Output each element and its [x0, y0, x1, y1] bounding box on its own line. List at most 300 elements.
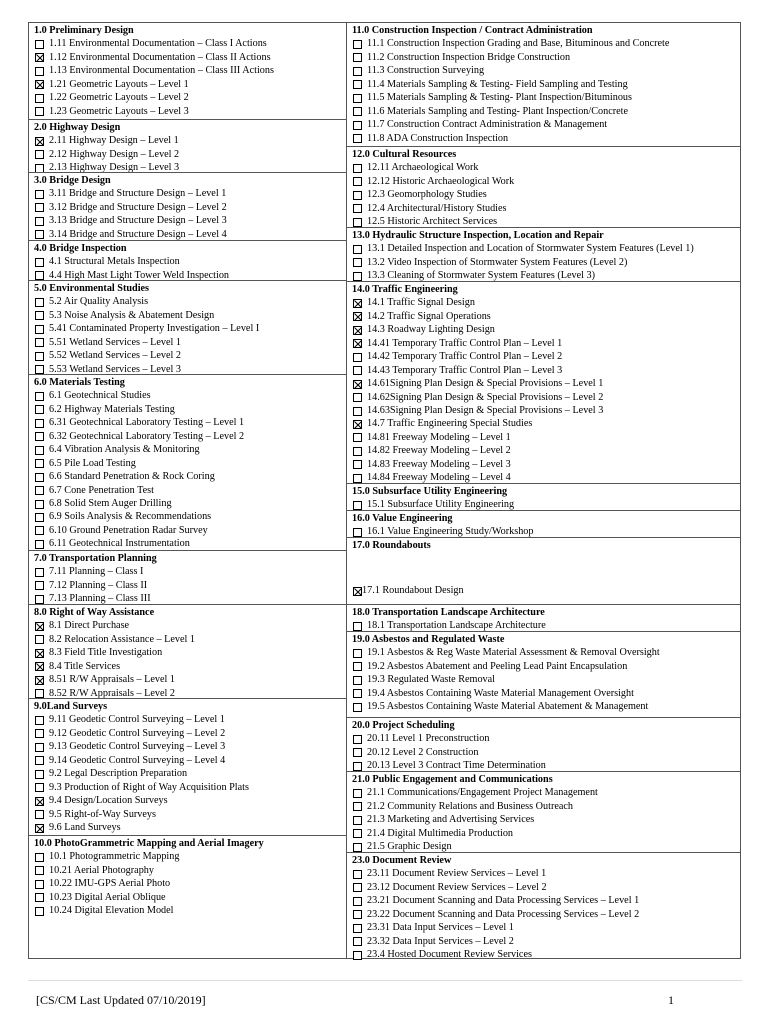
- checklist-item-label: 16.1 Value Engineering Study/Workshop: [367, 526, 534, 538]
- checklist-item-label: 14.62Signing Plan Design & Special Provisions – Level 2: [367, 391, 604, 403]
- section-title: 21.0 Public Engagement and Communications: [352, 774, 553, 785]
- checklist-item[interactable]: [35, 892, 166, 904]
- checklist-item[interactable]: [353, 936, 514, 948]
- checkbox-icon[interactable]: [35, 230, 44, 239]
- checkbox-icon[interactable]: [35, 405, 44, 414]
- checklist-item-label: 14.42 Temporary Traffic Control Plan – Level 2: [367, 351, 563, 363]
- checklist-item-label: 9.3 Production of Right of Way Acquisition Plats: [49, 781, 249, 793]
- checklist-item[interactable]: [353, 828, 513, 840]
- checklist-item-label: 11.2 Construction Inspection Bridge Construction: [367, 51, 571, 63]
- checklist-item[interactable]: [353, 378, 603, 390]
- checklist-item[interactable]: [35, 296, 148, 308]
- checklist-item-label: 17.1 Roundabout Design: [362, 585, 464, 597]
- checklist-item[interactable]: [353, 133, 508, 145]
- checklist-item[interactable]: [35, 865, 154, 877]
- checklist-item[interactable]: [353, 92, 632, 104]
- checklist-item-label: 4.1 Structural Metals Inspection: [49, 256, 180, 268]
- checkbox-icon[interactable]: [353, 191, 362, 200]
- checklist-item-label: 8.1 Direct Purchase: [49, 620, 130, 632]
- section-s13: [347, 227, 740, 281]
- checklist-item-label: 10.24 Digital Elevation Model: [49, 905, 174, 917]
- checklist-item[interactable]: [353, 311, 491, 323]
- checkbox-icon[interactable]: [35, 595, 44, 604]
- checklist-item[interactable]: [35, 822, 121, 834]
- checklist-item[interactable]: [35, 215, 227, 227]
- checklist-item[interactable]: [35, 634, 195, 646]
- checkbox-icon[interactable]: [353, 272, 362, 281]
- section-s2: [29, 119, 346, 172]
- checkbox-icon[interactable]: [353, 762, 362, 771]
- checkbox-icon[interactable]: [353, 528, 362, 537]
- checklist-item[interactable]: [35, 878, 170, 890]
- checklist-item-label: 11.7 Construction Contract Administration & Management: [367, 119, 608, 131]
- checkbox-icon[interactable]: [353, 937, 362, 946]
- checklist-item[interactable]: [353, 674, 495, 686]
- checkbox-icon[interactable]: [353, 204, 362, 213]
- checklist-item-label: 3.12 Bridge and Structure Design – Level 2: [49, 201, 227, 213]
- checklist-item-label: 5.2 Air Quality Analysis: [49, 296, 149, 308]
- checklist-item[interactable]: [353, 65, 484, 77]
- checkbox-icon[interactable]: [353, 366, 362, 375]
- checkbox-icon[interactable]: [35, 203, 44, 212]
- checklist-item[interactable]: [353, 418, 532, 430]
- checkbox-icon[interactable]: [35, 810, 44, 819]
- checklist-item[interactable]: [35, 38, 267, 50]
- checkbox-icon[interactable]: [353, 134, 362, 143]
- checkbox-icon[interactable]: [353, 121, 362, 130]
- checkbox-icon[interactable]: [353, 501, 362, 510]
- checklist-item[interactable]: [35, 337, 181, 349]
- checkbox-icon[interactable]: [35, 432, 44, 441]
- footer-revision-date: [CS/CM Last Updated 07/10/2019]: [36, 993, 206, 1007]
- section-title: 5.0 Environmental Studies: [34, 283, 150, 294]
- section-s15: [347, 483, 740, 510]
- checklist-item-label: 20.12 Level 2 Construction: [367, 746, 479, 758]
- checked-box-icon[interactable]: [35, 649, 44, 658]
- checklist-item[interactable]: [353, 868, 546, 880]
- checkbox-icon[interactable]: [35, 392, 44, 401]
- checklist-item-label: 9.12 Geodetic Control Surveying – Level 2: [49, 727, 226, 739]
- checklist-item[interactable]: [353, 445, 511, 457]
- checklist-item-label: 6.2 Highway Materials Testing: [49, 403, 175, 415]
- checkbox-icon[interactable]: [35, 352, 44, 361]
- checklist-item[interactable]: [35, 404, 175, 416]
- checklist-item[interactable]: [35, 202, 227, 214]
- section-s10: [29, 835, 346, 960]
- section-s9: [29, 698, 346, 835]
- checklist-item-label: 8.51 R/W Appraisals – Level 1: [49, 674, 176, 686]
- checklist-item[interactable]: [35, 135, 179, 147]
- checklist-item[interactable]: [353, 814, 534, 826]
- checkbox-icon[interactable]: [353, 816, 362, 825]
- checklist-item[interactable]: [35, 310, 214, 322]
- checkbox-icon[interactable]: [353, 735, 362, 744]
- checklist-item-label: 3.11 Bridge and Structure Design – Level 1: [49, 188, 227, 200]
- checklist-item-label: 5.52 Wetland Services – Level 2: [49, 350, 181, 362]
- checkbox-icon[interactable]: [353, 676, 362, 685]
- checklist-item[interactable]: [353, 257, 627, 269]
- checkbox-icon[interactable]: [35, 486, 44, 495]
- checklist-item-label: 5.53 Wetland Services – Level 3: [49, 363, 181, 375]
- checkbox-icon[interactable]: [353, 883, 362, 892]
- checked-box-icon[interactable]: [35, 80, 44, 89]
- checkbox-icon[interactable]: [353, 802, 362, 811]
- checklist-item[interactable]: [353, 688, 634, 700]
- checklist-item[interactable]: [353, 338, 562, 350]
- checklist-item[interactable]: [35, 566, 143, 578]
- checklist-item-label: 14.1 Traffic Signal Design: [367, 297, 475, 309]
- checklist-item[interactable]: [353, 405, 603, 417]
- checklist-item-label: 6.5 Pile Load Testing: [49, 457, 136, 469]
- checklist-item[interactable]: [353, 895, 639, 907]
- checklist-item[interactable]: [353, 801, 573, 813]
- checklist-item[interactable]: [35, 647, 162, 659]
- checklist-item[interactable]: [35, 714, 225, 726]
- checkbox-icon[interactable]: [35, 513, 44, 522]
- checkbox-icon[interactable]: [353, 460, 362, 469]
- checked-box-icon[interactable]: [353, 380, 362, 389]
- checklist-item[interactable]: [353, 297, 475, 309]
- services-checklist: [28, 22, 741, 959]
- checkbox-icon[interactable]: [35, 907, 44, 916]
- checkbox-icon[interactable]: [35, 526, 44, 535]
- checkbox-icon[interactable]: [35, 853, 44, 862]
- checklist-item-label: 11.5 Materials Sampling & Testing- Plant Inspection/Bituminous: [367, 92, 632, 104]
- checkbox-icon[interactable]: [35, 217, 44, 226]
- checklist-item[interactable]: [353, 119, 607, 131]
- checked-box-icon[interactable]: [353, 326, 362, 335]
- checklist-item[interactable]: [35, 390, 151, 402]
- checkbox-icon[interactable]: [353, 951, 362, 960]
- checklist-item[interactable]: [353, 922, 514, 934]
- checklist-item[interactable]: [353, 949, 532, 961]
- checklist-item[interactable]: [35, 485, 154, 497]
- section-title: 19.0 Asbestos and Regulated Waste: [352, 634, 505, 645]
- checklist-item-label: 8.52 R/W Appraisals – Level 2: [49, 687, 176, 699]
- checklist-item[interactable]: [353, 52, 570, 64]
- checked-box-icon[interactable]: [35, 53, 44, 62]
- checklist-item-label: 23.22 Document Scanning and Data Processing Services – Level 2: [367, 908, 640, 920]
- checklist-item[interactable]: [35, 229, 227, 241]
- checklist-item[interactable]: [353, 189, 487, 201]
- checkbox-icon[interactable]: [35, 770, 44, 779]
- checklist-item[interactable]: [35, 188, 226, 200]
- checklist-item[interactable]: [35, 65, 274, 77]
- checkbox-icon[interactable]: [353, 245, 362, 254]
- checklist-item[interactable]: [353, 38, 669, 50]
- section-title: 20.0 Project Scheduling: [352, 720, 455, 731]
- checklist-item[interactable]: [35, 323, 259, 335]
- checklist-item[interactable]: [35, 768, 187, 780]
- checklist-item-label: 7.11 Planning – Class I: [49, 566, 144, 578]
- checklist-item-label: 12.5 Historic Architect Services: [367, 216, 498, 228]
- checkbox-icon[interactable]: [353, 662, 362, 671]
- checkbox-icon[interactable]: [353, 703, 362, 712]
- checked-box-icon[interactable]: [35, 137, 44, 146]
- checkbox-icon[interactable]: [35, 325, 44, 334]
- checkbox-icon[interactable]: [353, 258, 362, 267]
- checklist-item[interactable]: [353, 909, 639, 921]
- checkbox-icon[interactable]: [353, 353, 362, 362]
- section-s8: [29, 604, 346, 698]
- checklist-item[interactable]: [35, 431, 244, 443]
- checklist-item-label: 21.3 Marketing and Advertising Services: [367, 814, 535, 826]
- checklist-item-label: 14.2 Traffic Signal Operations: [367, 310, 491, 322]
- checkbox-icon[interactable]: [35, 338, 44, 347]
- checked-box-icon[interactable]: [353, 420, 362, 429]
- checkbox-icon[interactable]: [35, 880, 44, 889]
- section-s3: [29, 172, 346, 240]
- checklist-item[interactable]: [35, 498, 172, 510]
- checklist-item-label: 6.10 Ground Penetration Radar Survey: [49, 524, 208, 536]
- section-s20: [347, 717, 740, 771]
- checkbox-icon[interactable]: [35, 365, 44, 374]
- checkbox-icon[interactable]: [353, 897, 362, 906]
- checklist-item-label: 6.4 Vibration Analysis & Monitoring: [49, 444, 200, 456]
- checklist-item-label: 19.1 Asbestos & Reg Waste Material Assessment & Removal Oversight: [367, 647, 660, 659]
- checkbox-icon[interactable]: [35, 756, 44, 765]
- checklist-item-label: 1.22 Geometric Layouts – Level 2: [49, 92, 189, 104]
- checklist-item[interactable]: [35, 471, 215, 483]
- section-s21: [347, 771, 740, 852]
- checklist-item[interactable]: [353, 733, 489, 745]
- checkbox-icon[interactable]: [353, 94, 362, 103]
- checkbox-icon[interactable]: [353, 177, 362, 186]
- checkbox-icon[interactable]: [353, 40, 362, 49]
- checkbox-icon[interactable]: [353, 689, 362, 698]
- checkbox-icon[interactable]: [35, 258, 44, 267]
- checkbox-icon[interactable]: [353, 433, 362, 442]
- checkbox-icon[interactable]: [35, 311, 44, 320]
- checklist-item[interactable]: [35, 525, 208, 537]
- checklist-item[interactable]: [35, 809, 156, 821]
- checklist-item-label: 14.83 Freeway Modeling – Level 3: [367, 458, 511, 470]
- footer-divider: [28, 980, 742, 981]
- checkbox-icon[interactable]: [353, 447, 362, 456]
- checklist-item-label: 19.4 Asbestos Containing Waste Material Management Oversight: [367, 687, 634, 699]
- checklist-item[interactable]: [353, 162, 479, 174]
- checkbox-icon[interactable]: [35, 271, 44, 280]
- checkbox-icon[interactable]: [35, 743, 44, 752]
- checklist-item-label: 11.4 Materials Sampling & Testing- Field Sampling and Testing: [367, 78, 628, 90]
- checklist-item[interactable]: [353, 661, 627, 673]
- checklist-item[interactable]: [353, 459, 511, 471]
- right-column: [346, 23, 740, 961]
- checklist-item[interactable]: [353, 585, 464, 597]
- checklist-item-label: 6.6 Standard Penetration & Rock Coring: [49, 471, 215, 483]
- checklist-item-label: 11.3 Construction Surveying: [367, 65, 485, 77]
- checklist-item[interactable]: [35, 256, 180, 268]
- checklist-item[interactable]: [35, 580, 147, 592]
- checkbox-icon[interactable]: [353, 80, 362, 89]
- checked-box-icon[interactable]: [35, 676, 44, 685]
- checkbox-icon[interactable]: [353, 843, 362, 852]
- checked-box-icon[interactable]: [353, 299, 362, 308]
- section-s12: [347, 146, 740, 227]
- checklist-item[interactable]: [35, 755, 225, 767]
- checklist-item-label: 11.6 Materials Sampling and Testing- Plant Inspection/Concrete: [367, 105, 628, 117]
- checkbox-icon[interactable]: [35, 866, 44, 875]
- checklist-item[interactable]: [353, 203, 507, 215]
- checklist-item-label: 14.3 Roadway Lighting Design: [367, 324, 495, 336]
- checkbox-icon[interactable]: [35, 459, 44, 468]
- checklist-item[interactable]: [353, 351, 562, 363]
- checked-box-icon[interactable]: [35, 824, 44, 833]
- checklist-item-label: 2.13 Highway Design – Level 3: [49, 162, 180, 174]
- checklist-item[interactable]: [35, 728, 225, 740]
- checkbox-icon[interactable]: [35, 67, 44, 76]
- checkbox-icon[interactable]: [35, 298, 44, 307]
- checklist-item-label: 10.21 Aerial Photography: [49, 864, 154, 876]
- checkbox-icon[interactable]: [35, 540, 44, 549]
- checklist-item[interactable]: [353, 647, 660, 659]
- checkbox-icon[interactable]: [353, 107, 362, 116]
- checklist-item-label: 11.1 Construction Inspection Grading and Base, Bituminous and Concrete: [367, 38, 670, 50]
- checkbox-icon[interactable]: [35, 893, 44, 902]
- checkbox-icon[interactable]: [353, 164, 362, 173]
- checkbox-icon[interactable]: [35, 783, 44, 792]
- checkbox-icon[interactable]: [35, 107, 44, 116]
- checklist-item-label: 12.3 Geomorphology Studies: [367, 189, 487, 201]
- checklist-item-label: 23.12 Document Review Services – Level 2: [367, 881, 547, 893]
- section-title: 13.0 Hydraulic Structure Inspection, Location and Repair: [352, 230, 604, 241]
- checkbox-icon[interactable]: [353, 393, 362, 402]
- checklist-item[interactable]: [35, 661, 120, 673]
- section-title: 15.0 Subsurface Utility Engineering: [352, 486, 508, 497]
- checkbox-icon[interactable]: [35, 94, 44, 103]
- section-title: 1.0 Preliminary Design: [34, 25, 134, 36]
- section-s16: [347, 510, 740, 537]
- checklist-item[interactable]: [35, 795, 168, 807]
- checklist-item[interactable]: [35, 674, 175, 686]
- checklist-item[interactable]: [353, 701, 648, 713]
- checkbox-icon[interactable]: [353, 910, 362, 919]
- checklist-item[interactable]: [35, 851, 179, 863]
- checklist-item-label: 19.2 Asbestos Abatement and Peeling Lead Paint Encapsulation: [367, 660, 628, 672]
- checklist-item[interactable]: [35, 79, 189, 91]
- checkbox-icon[interactable]: [353, 870, 362, 879]
- checklist-item[interactable]: [35, 741, 225, 753]
- checkbox-icon[interactable]: [35, 473, 44, 482]
- checklist-item-label: 9.4 Design/Location Surveys: [49, 795, 168, 807]
- section-title: 23.0 Document Review: [352, 855, 452, 866]
- checkbox-icon[interactable]: [35, 500, 44, 509]
- checklist-item-label: 3.13 Bridge and Structure Design – Level 3: [49, 215, 227, 227]
- checkbox-icon[interactable]: [353, 924, 362, 933]
- checklist-item[interactable]: [353, 432, 511, 444]
- checkbox-icon[interactable]: [353, 649, 362, 658]
- section-title: 3.0 Bridge Design: [34, 175, 111, 186]
- checklist-item[interactable]: [35, 782, 249, 794]
- checklist-item-label: 9.5 Right-of-Way Surveys: [49, 808, 156, 820]
- checklist-item[interactable]: [353, 79, 628, 91]
- checklist-item-label: 14.43 Temporary Traffic Control Plan – Level 3: [367, 364, 563, 376]
- checklist-item[interactable]: [35, 92, 189, 104]
- checklist-item[interactable]: [35, 905, 174, 917]
- checkbox-icon[interactable]: [35, 716, 44, 725]
- checked-box-icon[interactable]: [353, 339, 362, 348]
- section-title: 4.0 Bridge Inspection: [34, 243, 127, 254]
- checklist-item[interactable]: [35, 458, 136, 470]
- checklist-item-label: 13.1 Detailed Inspection and Location of Stormwater System Features (Level 1): [367, 243, 694, 255]
- checklist-item-label: 23.11 Document Review Services – Level 1: [367, 868, 547, 880]
- checkbox-icon[interactable]: [353, 407, 362, 416]
- checkbox-icon[interactable]: [353, 829, 362, 838]
- checked-box-icon[interactable]: [353, 587, 362, 596]
- checkbox-icon[interactable]: [353, 218, 362, 227]
- checkbox-icon[interactable]: [353, 748, 362, 757]
- checkbox-icon[interactable]: [35, 635, 44, 644]
- checklist-item[interactable]: [35, 620, 129, 632]
- checklist-item[interactable]: [353, 176, 514, 188]
- checklist-item[interactable]: [35, 350, 181, 362]
- checklist-item[interactable]: [35, 538, 190, 550]
- checklist-item-label: 6.9 Soils Analysis & Recommendations: [49, 511, 212, 523]
- checklist-item[interactable]: [35, 511, 211, 523]
- checked-box-icon[interactable]: [353, 312, 362, 321]
- checklist-item-label: 1.12 Environmental Documentation – Class II Actions: [49, 51, 271, 63]
- checklist-item-label: 19.5 Asbestos Containing Waste Material Abatement & Management: [367, 701, 649, 713]
- checklist-item-label: 21.5 Graphic Design: [367, 841, 452, 853]
- left-column: [29, 23, 346, 958]
- checklist-item[interactable]: [35, 417, 244, 429]
- checklist-item[interactable]: [353, 747, 478, 759]
- checklist-item[interactable]: [35, 149, 179, 161]
- checklist-item[interactable]: [353, 365, 562, 377]
- checklist-item-label: 1.11 Environmental Documentation – Class I Actions: [49, 38, 267, 50]
- checkbox-icon[interactable]: [353, 622, 362, 631]
- checklist-item[interactable]: [353, 243, 694, 255]
- checkbox-icon[interactable]: [35, 419, 44, 428]
- checklist-item[interactable]: [353, 882, 547, 894]
- checklist-item-label: 8.3 Field Title Investigation: [49, 647, 163, 659]
- checkbox-icon[interactable]: [35, 150, 44, 159]
- checked-box-icon[interactable]: [35, 662, 44, 671]
- checkbox-icon[interactable]: [35, 689, 44, 698]
- checklist-item-label: 14.81 Freeway Modeling – Level 1: [367, 431, 511, 443]
- section-title: 16.0 Value Engineering: [352, 513, 453, 524]
- checklist-item-label: 19.3 Regulated Waste Removal: [367, 674, 496, 686]
- checklist-item[interactable]: [353, 106, 628, 118]
- checklist-item[interactable]: [35, 444, 200, 456]
- checklist-item[interactable]: [35, 52, 271, 64]
- checklist-item-label: 8.2 Relocation Assistance – Level 1: [49, 633, 195, 645]
- checklist-item[interactable]: [353, 392, 603, 404]
- checklist-item-label: 7.13 Planning – Class III: [49, 593, 151, 605]
- checklist-item-label: 6.1 Geotechnical Studies: [49, 390, 151, 402]
- checked-box-icon[interactable]: [35, 797, 44, 806]
- checked-box-icon[interactable]: [35, 622, 44, 631]
- checkbox-icon[interactable]: [35, 568, 44, 577]
- checkbox-icon[interactable]: [353, 53, 362, 62]
- checklist-item-label: 23.4 Hosted Document Review Services: [367, 949, 532, 961]
- checkbox-icon[interactable]: [353, 789, 362, 798]
- checklist-item[interactable]: [353, 324, 495, 336]
- checklist-item-label: 3.14 Bridge and Structure Design – Level 4: [49, 228, 227, 240]
- section-s1: [29, 23, 346, 119]
- checklist-item-label: 6.32 Geotechnical Laboratory Testing – Level 2: [49, 430, 245, 442]
- checkbox-icon[interactable]: [35, 581, 44, 590]
- checkbox-icon[interactable]: [35, 190, 44, 199]
- checklist-item[interactable]: [35, 106, 189, 118]
- checklist-item[interactable]: [353, 787, 598, 799]
- checkbox-icon[interactable]: [35, 40, 44, 49]
- checkbox-icon[interactable]: [35, 446, 44, 455]
- checkbox-icon[interactable]: [353, 474, 362, 483]
- checkbox-icon[interactable]: [35, 729, 44, 738]
- checklist-item-label: 1.13 Environmental Documentation – Class III Actions: [49, 65, 274, 77]
- checkbox-icon[interactable]: [353, 67, 362, 76]
